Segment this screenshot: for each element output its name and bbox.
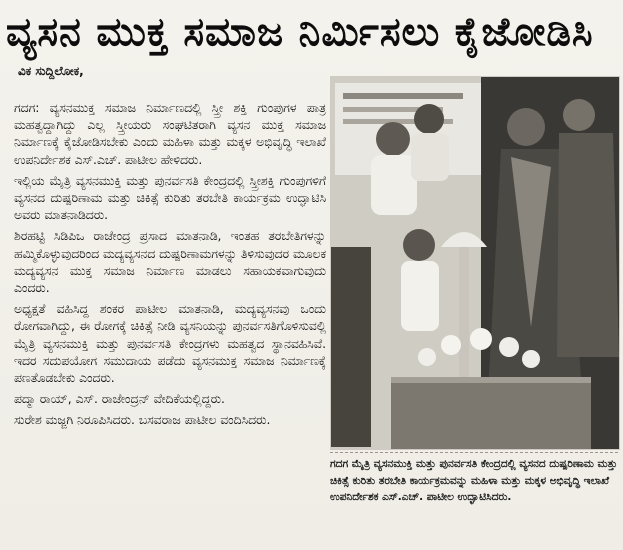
paragraph: ಪದ್ಮಾ ರಾಯ್, ಎಸ್. ರಾಜೇಂದ್ರನ್ ವೇದಿಕೆಯಲ್ಲಿದ್ದರು. (14, 392, 225, 407)
paragraph: ಅಧ್ಯಕ್ಷತೆ ವಹಿಸಿದ್ದ ಶಂಕರ ಪಾಟೀಲ ಮಾತನಾಡಿ, ಮದ್ಯವ್ಯಸನವು ಒಂದು ರೋಗವಾಗಿದ್ದು, ಈ ರೋಗಕ್ಕೆ ಚಿಕಿತ್ಸೆ ನೀಡಿ ವ್ಯಸನಿಯನ್ನು ಪುನರ್ವಸತಿಗೊಳಿಸುವಲ್ಲಿ ಮೈತ್ರಿ ವ್ಯಸನಮುಕ್ತಿ ಮತ್ತು ಪುನರ್ವಸತಿ ಕೇಂದ್ರಗಳು ಮಹತ್ವದ ಸ್ಥಾನವಹಿಸಿವೆ. ಇದರ ಸದುಪಯೋಗ ಸಮುದಾಯ ಪಡೆದು ವ್ಯಸನಮುಕ್ತ ಸಮಾಜ ನಿರ್ಮಾಣಕ್ಕೆ ಪಣತೊಡಬೇಕು ಎಂದರು. (14, 302, 326, 386)
paragraph: ಇಲ್ಲಿಯ ಮೈತ್ರಿ ವ್ಯಸನಮುಕ್ತಿ ಮತ್ತು ಪುನರ್ವಸತಿ ಕೇಂದ್ರದಲ್ಲಿ ಸ್ತ್ರೀಶಕ್ತಿ ಗುಂಪುಗಳಿಗೆ ವ್ಯಸನದ ದುಷ್ಪರಿಣಾಮ ಮತ್ತು ಚಿಕಿತ್ಸೆ ಕುರಿತು ತರಬೇತಿ ಕಾರ್ಯಕ್ರಮ ಉದ್ಘಾಟಿಸಿ ಅವರು ಮಾತನಾಡಿದರು. (14, 173, 326, 223)
article-body (14, 100, 326, 540)
paragraph: ಗದಗ: ವ್ಯಸನಮುಕ್ತ ಸಮಾಜ ನಿರ್ಮಾಣದಲ್ಲಿ ಸ್ತ್ರೀ ಶಕ್ತಿ ಗುಂಪುಗಳ ಪಾತ್ರ ಮಹತ್ವದ್ದಾಗಿದ್ದು ಎಲ್ಲ ಸ್ತ್ರೀಯರು ಸಂಘಟಿತರಾಗಿ ವ್ಯಸನ ಮುಕ್ತ ಸಮಾಜ ನಿರ್ಮಾಣಕ್ಕೆ ಕೈಜೋಡಿಸಬೇಕು ಎಂದು ಮಹಿಳಾ ಮತ್ತು ಮಕ್ಕಳ ಅಭಿವೃದ್ಧಿ ಇಲಾಖೆ ಉಪನಿರ್ದೇಶಕ ಎಸ್.ಎಚ್. ಪಾಟೀಲ ಹೇಳಿದರು. (14, 101, 326, 167)
photo-caption: ಗದಗ ಮೈತ್ರಿ ವ್ಯಸನಮುಕ್ತಿ ಮತ್ತು ಪುನರ್ವಸತಿ ಕೇಂದ್ರದಲ್ಲಿ ವ್ಯಸನದ ದುಷ್ಪರಿಣಾಮ ಮತ್ತು ಚಿಕಿತ್ಸೆ ಕುರಿತು ತರಬೇತಿ ಕಾರ್ಯಕ್ರಮವನ್ನು ಮಹಿಳಾ ಮತ್ತು ಮಕ್ಕಳ ಅಭಿವೃದ್ಧಿ ಇಲಾಖೆ ಉಪನಿರ್ದೇಶಕ ಎಸ್.ಎಚ್. ಪಾಟೀಲ ಉದ್ಘಾಟಿಸಿದರು. (330, 458, 618, 503)
event-photo (330, 76, 620, 450)
byline: ವಿಕ ಸುದ್ದಿಲೋಕ, (18, 64, 84, 78)
event-photo-icon (331, 77, 619, 449)
caption-divider (330, 452, 618, 453)
paragraph: ಸುರೇಶ ಮಜ್ಜಗಿ ನಿರೂಪಿಸಿದರು. ಬಸವರಾಜ ಪಾಟೀಲ ವಂದಿಸಿದರು. (14, 413, 271, 428)
headline: ವ್ಯಸನ ಮುಕ್ತ ಸಮಾಜ ನಿರ್ಮಿಸಲು ಕೈಜೋಡಿಸಿ (6, 10, 594, 55)
paragraph: ಶಿರಹಟ್ಟಿ ಸಿಡಿಪಿಒ ರಾಜೇಂದ್ರ ಪ್ರಸಾದ ಮಾತನಾಡಿ, ಇಂತಹ ತರಬೇತಿಗಳನ್ನು ಹಮ್ಮಿಕೊಳ್ಳುವುದರಿಂದ ಮದ್ಯವ್ಯಸನದ ದುಷ್ಪರಿಣಾಮಗಳನ್ನು ತಿಳಿಸುವುದರ ಮೂಲಕ ಮದ್ಯವ್ಯಸನ ಮುಕ್ತ ಸಮಾಜ ನಿರ್ಮಾಣ ಮಾಡಲು ಸಹಾಯಕವಾಗುವುದು ಎಂದರು. (14, 229, 326, 296)
